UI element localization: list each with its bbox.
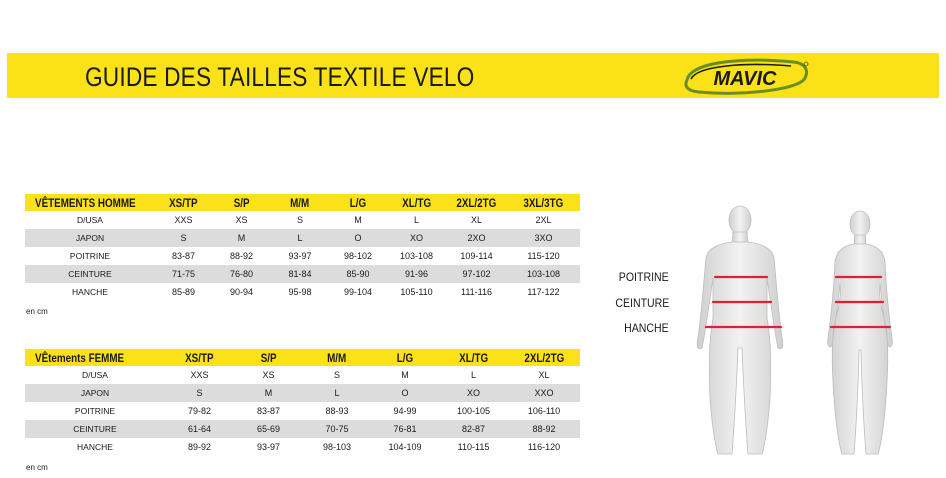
table-cell: M [212, 229, 271, 247]
row-label: HANCHE [77, 442, 113, 452]
table-cell: 65-69 [234, 420, 303, 438]
women-size-header: L/G [371, 349, 439, 366]
table-cell: 90-94 [229, 287, 254, 297]
page-title: GUIDE DES TAILLES TEXTILE VELO [85, 62, 475, 92]
table-cell: XO [439, 384, 508, 402]
table-cell: L [470, 370, 476, 380]
male-figure [697, 206, 783, 454]
table-cell: 99-104 [343, 287, 373, 297]
waist-label: CEINTURE [615, 296, 669, 310]
table-cell: 111-116 [460, 287, 493, 297]
table-cell: 106-110 [527, 406, 561, 416]
table-cell: XO [387, 229, 446, 247]
row-label: POITRINE [74, 406, 116, 416]
table-cell: L [271, 229, 329, 247]
table-cell: O [371, 384, 439, 402]
table-cell: 76-81 [371, 420, 439, 438]
table-cell: L [303, 384, 371, 402]
table-cell: M [401, 370, 409, 380]
table-cell: 93-97 [256, 442, 281, 452]
table-cell: XL [538, 370, 550, 380]
table-cell: M [354, 215, 362, 225]
table-cell: 100-105 [456, 406, 491, 416]
mavic-logo [681, 56, 811, 96]
table-row [25, 247, 580, 265]
row-label: CEINTURE [25, 265, 155, 283]
table-row [25, 402, 580, 420]
table-row [25, 229, 580, 247]
table-cell: 117-122 [527, 287, 560, 297]
table-cell: 116-120 [527, 442, 561, 452]
table-cell: 103-108 [399, 251, 434, 261]
table-cell: 103-108 [507, 265, 580, 283]
row-label: HANCHE [72, 287, 108, 297]
table-cell: S [333, 370, 340, 380]
women-table-title: VÊtements FEMME [25, 349, 165, 366]
body-measurement-illustration [670, 198, 945, 458]
female-figure [828, 211, 893, 454]
table-cell: 85-89 [171, 287, 196, 297]
table-cell: 2XL [535, 215, 552, 225]
table-cell: 104-109 [388, 442, 422, 452]
men-table-title: VÊTEMENTS HOMME [25, 194, 155, 211]
women-size-table [25, 349, 580, 456]
table-cell: 88-92 [508, 420, 580, 438]
table-cell: 85-90 [329, 265, 387, 283]
table-cell: 93-97 [288, 251, 312, 261]
chest-label: POITRINE [619, 270, 669, 284]
table-cell: XXS [190, 370, 209, 380]
table-cell: 115-120 [527, 251, 560, 261]
table-cell: 105-110 [400, 287, 433, 297]
men-size-header: 2XL/2TG [446, 194, 507, 211]
table-row [25, 265, 580, 283]
men-size-header: S/P [212, 194, 271, 211]
women-unit-note: en cm [26, 463, 48, 472]
women-size-header: M/M [303, 349, 371, 366]
men-size-header: XL/TG [387, 194, 446, 211]
table-cell: 110-115 [457, 442, 490, 452]
table-row [25, 384, 580, 402]
table-row [25, 283, 580, 301]
men-size-header: XS/TP [155, 194, 212, 211]
table-cell: 71-75 [155, 265, 212, 283]
women-size-header: XS/TP [165, 349, 234, 366]
table-cell: XS [262, 370, 275, 380]
table-cell: 98-103 [322, 442, 352, 452]
row-label: CEINTURE [25, 420, 165, 438]
table-cell: S [165, 384, 234, 402]
table-cell: 94-99 [393, 406, 417, 416]
table-cell: 83-87 [171, 251, 196, 261]
table-cell: 61-64 [165, 420, 234, 438]
brand-name: MAVIC [713, 68, 777, 90]
men-size-table [25, 194, 580, 301]
table-cell: XXS [174, 215, 193, 225]
table-cell: XXO [508, 384, 580, 402]
table-cell: 70-75 [303, 420, 371, 438]
table-row [25, 438, 580, 456]
table-cell: 91-96 [387, 265, 446, 283]
table-row [25, 211, 580, 229]
table-cell: S [296, 215, 303, 225]
title-banner [7, 53, 939, 98]
men-size-header: L/G [329, 194, 387, 211]
table-cell: 83-87 [256, 406, 281, 416]
table-cell: 76-80 [212, 265, 271, 283]
table-row [25, 420, 580, 438]
men-size-header: M/M [271, 194, 329, 211]
table-cell: 81-84 [271, 265, 329, 283]
men-size-header: 3XL/3TG [507, 194, 580, 211]
table-cell: O [329, 229, 387, 247]
hips-label: HANCHE [624, 321, 669, 335]
table-cell: XS [235, 215, 248, 225]
women-header-row [25, 349, 580, 366]
table-cell: 79-82 [187, 406, 212, 416]
women-size-header: S/P [234, 349, 303, 366]
table-cell: 88-92 [229, 251, 254, 261]
women-size-header: XL/TG [439, 349, 508, 366]
table-cell: 109-114 [460, 251, 493, 261]
table-cell: 98-102 [343, 251, 373, 261]
row-label: D/USA [82, 370, 108, 380]
table-cell: L [413, 215, 419, 225]
table-cell: S [155, 229, 212, 247]
row-label: D/USA [77, 215, 103, 225]
table-cell: 95-98 [288, 287, 312, 297]
men-unit-note: en cm [26, 307, 48, 316]
table-cell: 82-87 [439, 420, 508, 438]
table-cell: 89-92 [187, 442, 212, 452]
women-size-header: 2XL/2TG [508, 349, 580, 366]
men-header-row [25, 194, 580, 211]
table-cell: XL [470, 215, 482, 225]
table-cell: 2XO [446, 229, 507, 247]
table-cell: 3XO [507, 229, 580, 247]
table-cell: 97-102 [446, 265, 507, 283]
table-cell: 88-93 [325, 406, 349, 416]
row-label: JAPON [25, 384, 165, 402]
row-label: POITRINE [69, 251, 111, 261]
row-label: JAPON [25, 229, 155, 247]
table-row [25, 366, 580, 384]
table-cell: M [234, 384, 303, 402]
